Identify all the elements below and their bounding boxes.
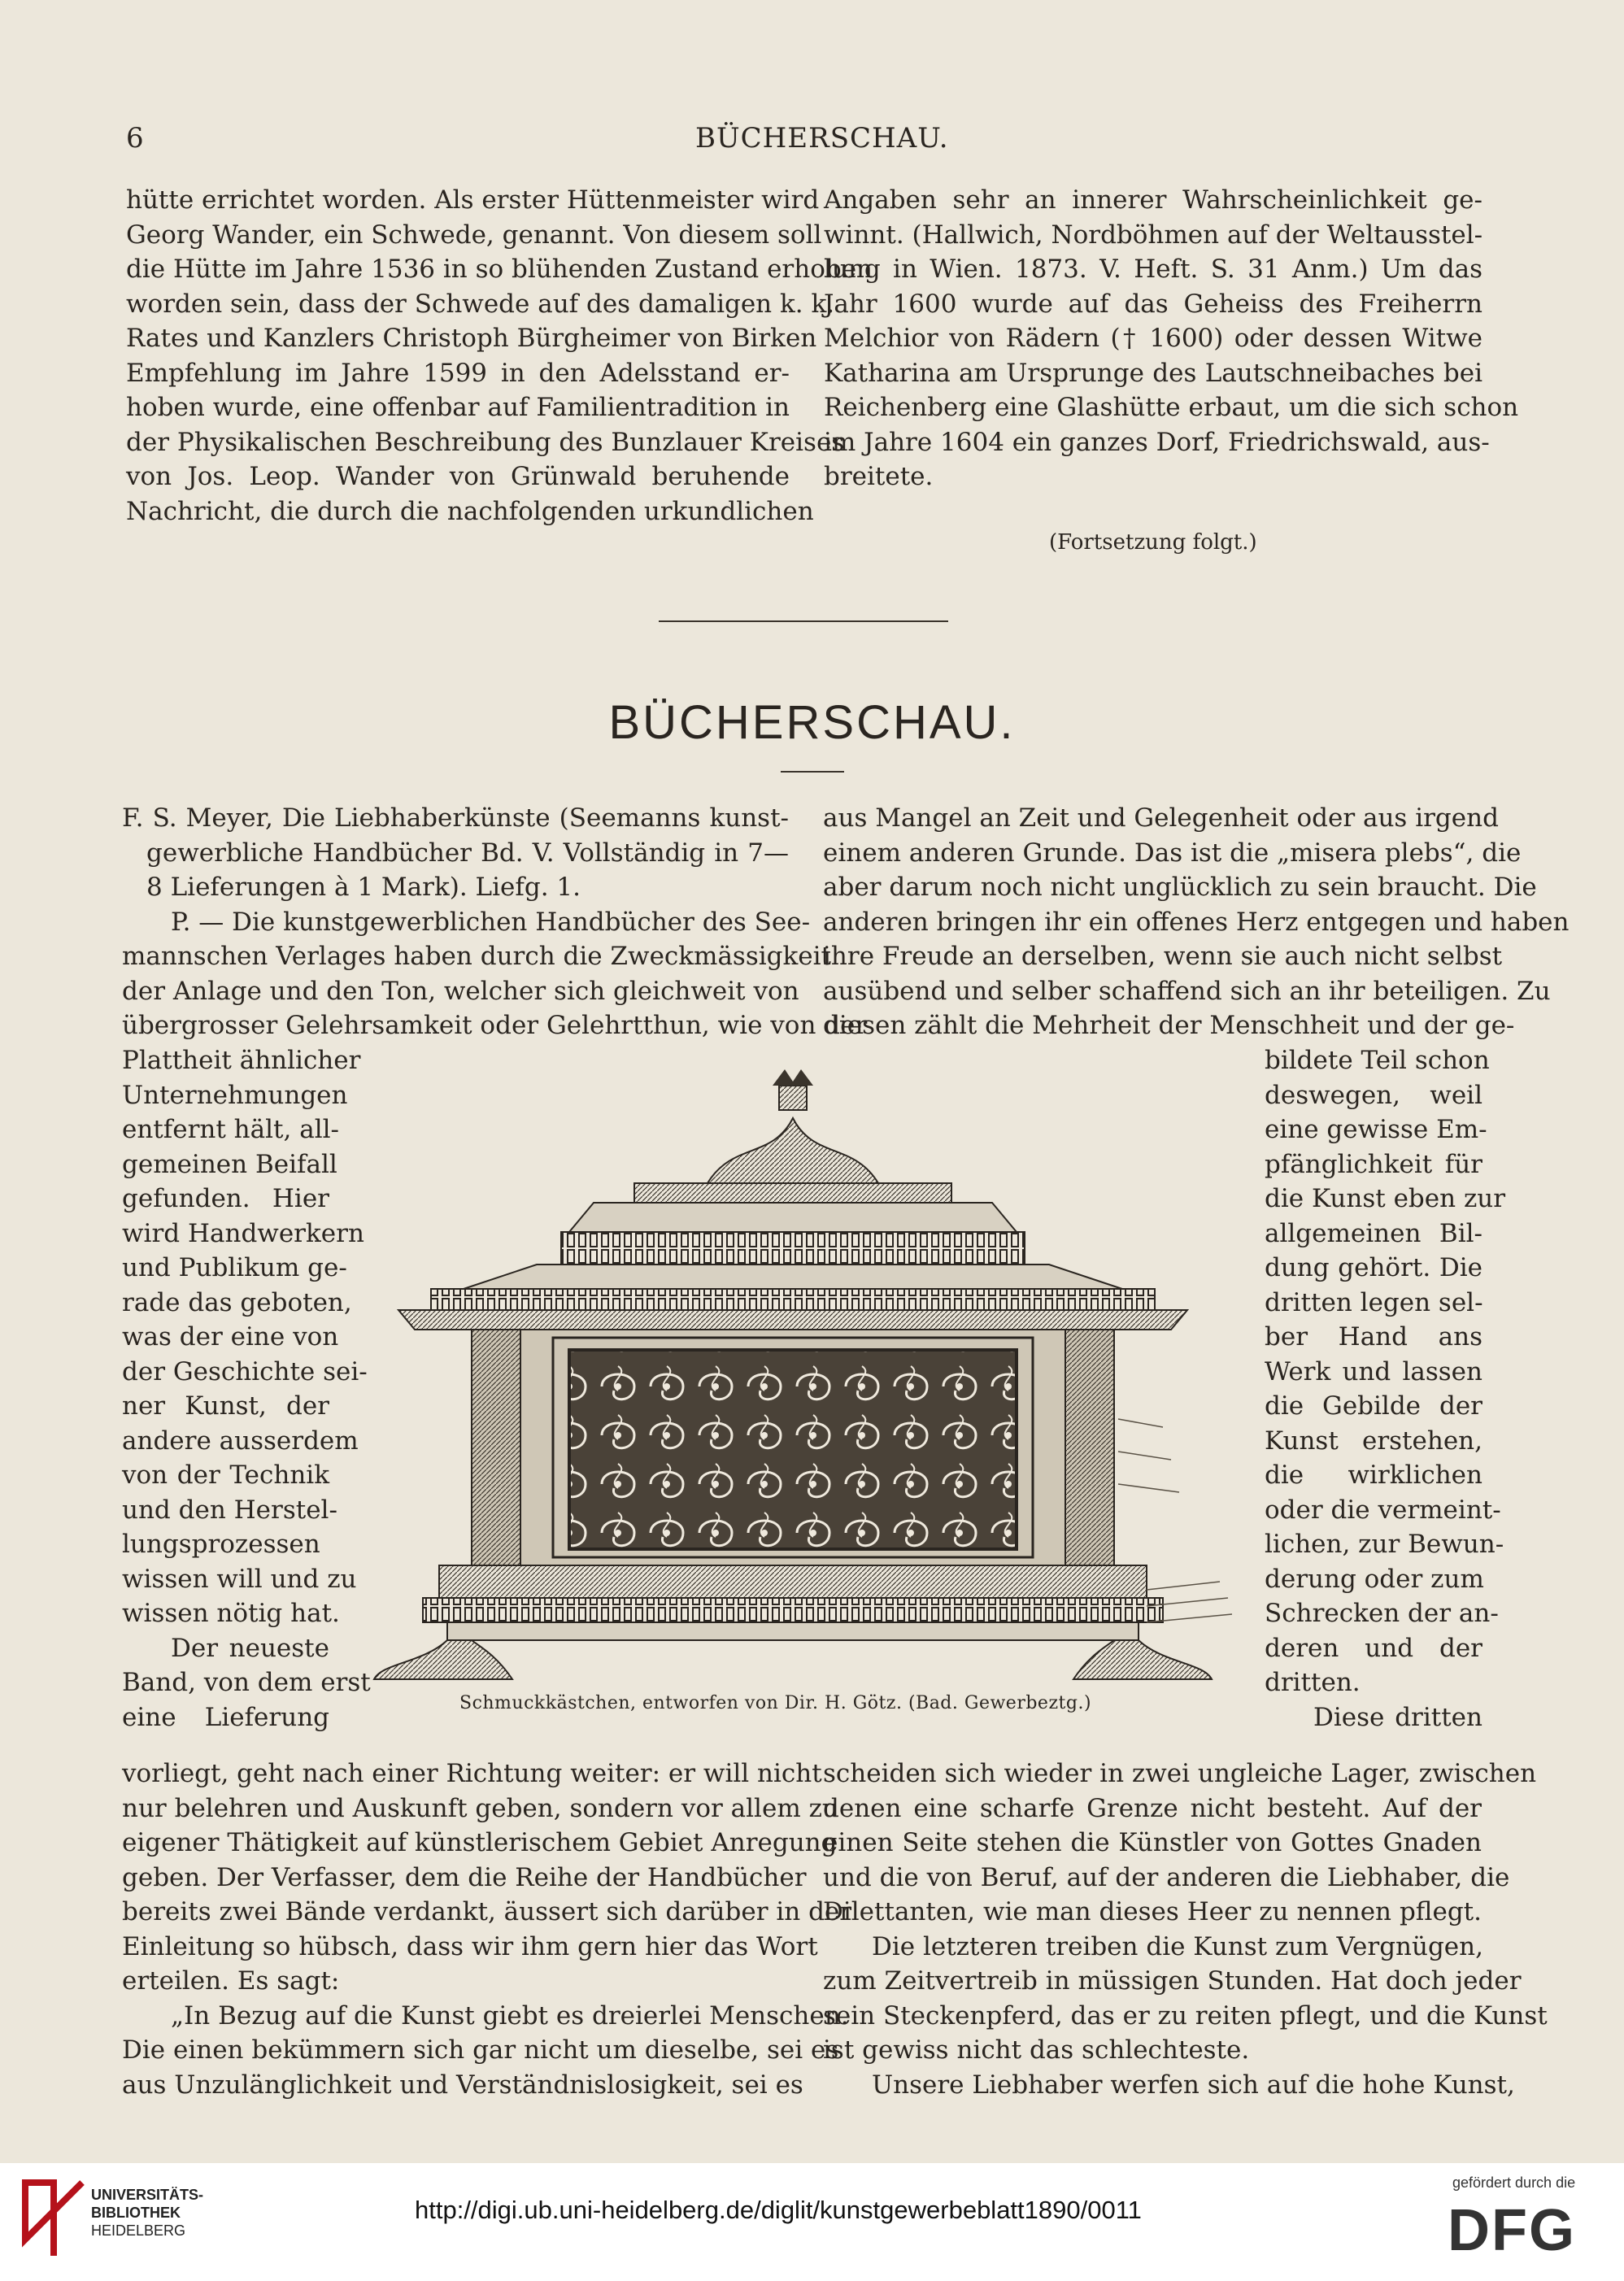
- text-line: eine gewisse Em-: [1265, 1115, 1487, 1144]
- text-line: Kunst erstehen,: [1265, 1426, 1482, 1456]
- text-line: Der neueste: [171, 1633, 329, 1663]
- text-line: Nachricht, die durch die nachfolgenden urkundlichen: [126, 496, 814, 526]
- text-line: diesen zählt die Mehrheit der Menschheit und der ge-: [823, 1011, 1515, 1040]
- dfg-logo: DFG: [1448, 2198, 1576, 2263]
- text-line: Band, von dem erst: [122, 1668, 371, 1697]
- text-line: ihre Freude an derselben, wenn sie auch nicht selbst: [823, 942, 1503, 971]
- text-line: anderen bringen ihr ein offenes Herz entgegen und haben: [823, 907, 1570, 937]
- text-line: der Anlage und den Ton, welcher sich gleichweit von: [122, 976, 799, 1006]
- crown-finial: [708, 1069, 878, 1183]
- text-line: eine Lieferung: [122, 1702, 329, 1732]
- figure-caption: Schmuckkästchen, entworfen von Dir. H. Götz. (Bad. Gewerbeztg.): [459, 1693, 1092, 1713]
- text-line: lung in Wien. 1873. V. Heft. S. 31 Anm.) Um das: [824, 255, 1482, 284]
- text-line: die Kunst eben zur: [1265, 1184, 1506, 1213]
- text-line: bereits zwei Bände verdankt, äussert sich darüber in der: [122, 1897, 852, 1926]
- ub-heidelberg-logo-icon: [21, 2174, 86, 2264]
- text-line: ausübend und selber schaffend sich an ihr beteiligen. Zu: [823, 976, 1551, 1006]
- text-line: Angaben sehr an innerer Wahrscheinlichkeit ge-: [824, 185, 1482, 215]
- text-line: Empfehlung im Jahre 1599 in den Adelsstand er-: [126, 358, 790, 388]
- text-line: dritten.: [1265, 1668, 1361, 1697]
- text-line: eigener Thätigkeit auf künstlerischem Gebiet Anregung: [122, 1828, 838, 1857]
- text-line: von Jos. Leop. Wander von Grünwald beruhende: [126, 462, 790, 491]
- library-name: [91, 2186, 203, 2240]
- text-line: Jahr 1600 wurde auf das Geheiss des Freiherrn: [824, 289, 1482, 319]
- text-line: ist gewiss nicht das schlechteste.: [823, 2035, 1250, 2065]
- text-line: und den Herstel-: [122, 1495, 337, 1525]
- library-line-3: HEIDELBERG: [91, 2222, 186, 2239]
- text-line: worden sein, dass der Schwede auf des damaligen k. k.: [126, 289, 835, 319]
- text-line: wird Handwerkern: [122, 1218, 364, 1248]
- text-line: 8 Lieferungen à 1 Mark). Liefg. 1.: [146, 873, 581, 902]
- text-line: deren und der: [1265, 1633, 1482, 1663]
- text-line: oder die vermeint-: [1265, 1495, 1501, 1525]
- text-line: denen eine scharfe Grenze nicht besteht. Auf der: [823, 1793, 1482, 1823]
- text-line: übergrosser Gelehrsamkeit oder Gelehrtthun, wie von der: [122, 1011, 868, 1040]
- right-column-bottom: [823, 1756, 1548, 2102]
- text-line: Reichenberg eine Glashütte erbaut, um die sich schon: [824, 393, 1519, 422]
- text-line: erteilen. Es sagt:: [122, 1966, 340, 1996]
- text-line: Werk und lassen: [1265, 1356, 1482, 1386]
- text-line: mannschen Verlages haben durch die Zweckmässigkeit: [122, 942, 832, 971]
- text-line: Diese dritten: [1313, 1702, 1482, 1732]
- section-divider: [659, 620, 948, 622]
- text-line: Einleitung so hübsch, dass wir ihm gern hier das Wort: [122, 1931, 818, 1961]
- text-line: Melchior von Rädern († 1600) oder dessen Witwe: [824, 324, 1482, 353]
- text-line: winnt. (Hallwich, Nordböhmen auf der Weltausstel-: [824, 220, 1483, 250]
- page-number: 6: [126, 122, 145, 155]
- text-line: breitete.: [824, 462, 934, 491]
- top-left-column: [126, 183, 873, 529]
- text-line: geben. Der Verfasser, dem die Reihe der Handbücher: [122, 1862, 807, 1892]
- text-line: gemeinen Beifall: [122, 1149, 337, 1179]
- text-line: im Jahre 1604 ein ganzes Dorf, Friedrichswald, aus-: [824, 427, 1490, 457]
- text-line: Rates und Kanzlers Christoph Bürgheimer von Birken: [126, 324, 817, 353]
- text-line: ber Hand ans: [1265, 1322, 1482, 1352]
- text-line: Plattheit ähnlicher: [122, 1046, 361, 1075]
- text-line: Unternehmungen: [122, 1080, 348, 1110]
- text-line: sein Steckenpferd, das er zu reiten pflegt, und die Kunst: [823, 2000, 1548, 2031]
- text-line: und die von Beruf, auf der anderen die Liebhaber, die: [823, 1862, 1510, 1892]
- text-line: zum Zeitvertreib in müssigen Stunden. Hat doch jeder: [823, 1966, 1522, 1996]
- text-line: hütte errichtet worden. Als erster Hüttenmeister wird: [126, 185, 820, 215]
- casket-figure: [350, 1069, 1252, 1687]
- text-line: gewerbliche Handbücher Bd. V. Vollständig in 7—: [146, 838, 789, 868]
- text-line: einem anderen Grunde. Das ist die „misera plebs“, die: [823, 838, 1522, 868]
- text-line: der Physikalischen Beschreibung des Bunzlauer Kreises: [126, 427, 845, 457]
- text-line: Georg Wander, ein Schwede, genannt. Von diesem soll: [126, 220, 822, 250]
- text-line: nur belehren und Auskunft geben, sondern vor allem zu: [122, 1793, 838, 1823]
- continued-note: (Fortsetzung folgt.): [1049, 530, 1257, 555]
- text-line: aus Mangel an Zeit und Gelegenheit oder aus irgend: [823, 803, 1499, 833]
- text-line: scheiden sich wieder in zwei ungleiche Lager, zwischen: [823, 1759, 1537, 1788]
- text-line: gefunden. Hier: [122, 1184, 329, 1213]
- text-line: was der eine von: [122, 1322, 339, 1352]
- text-line: und Publikum ge-: [122, 1253, 347, 1282]
- text-line: wissen nötig hat.: [122, 1599, 340, 1628]
- text-line: pfänglichkeit für: [1265, 1149, 1482, 1179]
- text-line: ner Kunst, der: [122, 1391, 329, 1421]
- text-line: andere ausserdem: [122, 1426, 359, 1456]
- right-column-top: [823, 801, 1570, 1043]
- section-title: BÜCHERSCHAU.: [608, 696, 1016, 749]
- text-line: der Geschichte sei-: [122, 1356, 368, 1386]
- text-line: Die einen bekümmern sich gar nicht um dieselbe, sei es: [122, 2035, 839, 2065]
- text-line: Katharina am Ursprunge des Lautschneibaches bei: [824, 358, 1482, 388]
- text-line: rade das geboten,: [122, 1287, 352, 1317]
- text-line: dung gehört. Die: [1265, 1253, 1482, 1282]
- text-line: bildete Teil schon: [1265, 1046, 1490, 1075]
- text-line: wissen will und zu: [122, 1564, 357, 1594]
- text-line: derung oder zum: [1265, 1564, 1484, 1594]
- text-line: allgemeinen Bil-: [1265, 1218, 1482, 1248]
- text-line: vorliegt, geht nach einer Richtung weiter: er will nicht: [122, 1759, 822, 1788]
- title-underline: [781, 771, 844, 773]
- top-right-column: [824, 183, 1519, 494]
- text-line: Schrecken der an-: [1265, 1599, 1499, 1628]
- text-line: P. — Die kunstgewerblichen Handbücher des See-: [171, 907, 811, 937]
- library-line-1: UNIVERSITÄTS-: [91, 2187, 204, 2203]
- text-line: Unsere Liebhaber werfen sich auf die hohe Kunst,: [872, 2070, 1515, 2100]
- text-line: lichen, zur Bewun-: [1265, 1530, 1504, 1559]
- text-line: von der Technik: [122, 1460, 329, 1490]
- text-line: F. S. Meyer, Die Liebhaberkünste (Seemanns kunst-: [122, 803, 789, 833]
- text-line: „In Bezug auf die Kunst giebt es dreierlei Menschen.: [171, 2000, 849, 2031]
- library-line-2: BIBLIOTHEK: [91, 2205, 181, 2221]
- text-line: lungsprozessen: [122, 1530, 320, 1559]
- text-line: Dilettanten, wie man dieses Heer zu nennen pflegt.: [823, 1897, 1482, 1926]
- text-line: die wirklichen: [1265, 1460, 1482, 1490]
- left-column-narrow: [122, 1043, 371, 1735]
- left-column-top: [122, 801, 868, 1043]
- text-line: dritten legen sel-: [1265, 1287, 1483, 1317]
- text-line: entfernt hält, all-: [122, 1115, 339, 1144]
- funded-by-label: gefördert durch die: [1452, 2174, 1576, 2191]
- running-title: BÜCHERSCHAU.: [695, 122, 949, 155]
- text-line: aber darum noch nicht unglücklich zu sein braucht. Die: [823, 873, 1537, 902]
- permalink-url[interactable]: http://digi.ub.uni-heidelberg.de/diglit/kunstgewerbeblatt1890/0011: [415, 2196, 1142, 2224]
- right-column-narrow: [1265, 1043, 1506, 1735]
- text-line: aus Unzulänglichkeit und Verständnislosigkeit, sei es: [122, 2070, 803, 2100]
- text-line: deswegen, weil: [1265, 1080, 1482, 1110]
- text-line: einen Seite stehen die Künstler von Gottes Gnaden: [823, 1828, 1482, 1857]
- text-line: hoben wurde, eine offenbar auf Familientradition in: [126, 393, 790, 422]
- text-line: Die letzteren treiben die Kunst zum Vergnügen,: [872, 1931, 1483, 1961]
- text-line: die Hütte im Jahre 1536 in so blühenden Zustand erhoben: [126, 255, 873, 284]
- text-line: die Gebilde der: [1265, 1391, 1482, 1421]
- left-column-bottom: [122, 1756, 852, 2102]
